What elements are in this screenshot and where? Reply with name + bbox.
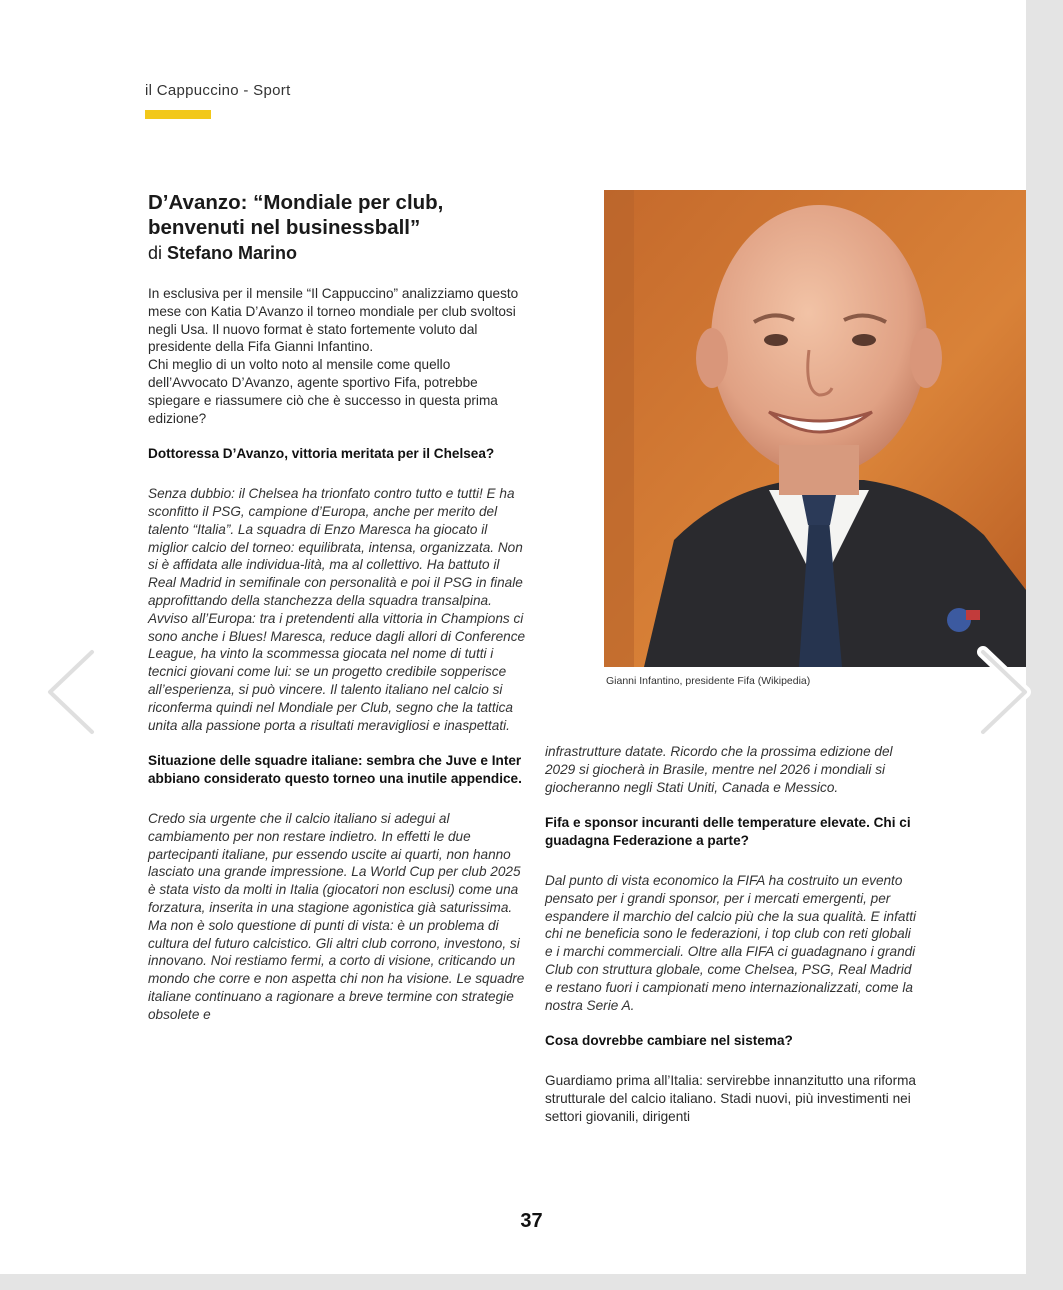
interview-answer: Guardiamo prima all’Italia: servirebbe innanzitutto una riforma strutturale del calcio italiano. Stadi nuovi, più investimenti nei settori giovanili, dirigenti [545,1073,916,1124]
interview-answer: Senza dubbio: il Chelsea ha trionfato contro tutto e tutti! E ha sconfitto il PSG, campione d’Europa, anche per merito del talento “Italia”. La squadra di Enzo Maresca ha giocato il miglior calcio del torneo: equilibrata, intensa, organizzata. Non si è affidata alle individua-lità, ma al collettivo. Ha battuto il Real Madrid in semifinale con personalità e poi il PSG in finale approfittando della stanchezza della squadra transalpina. Avviso all’Europa: tra i pretendenti alla vittoria in Champions ci sono anche i Blues! Maresca, reduce dagli allori di Conference League, ha vinto la scommessa giocata nel nome di tutti i tecnici giovani come lui: se un progetto credibile sopperisce all’esperienza, si può vincere. Il talento italiano nel calcio si riconferma quindi nel Mondiale per Club, segno che la tattica unita alla passione porta a risultati meravigliosi e inaspettati. [148,486,526,733]
page-edge [1026,0,1063,1290]
photo-caption: Gianni Infantino, presidente Fifa (Wikipedia) [606,675,811,687]
chevron-right-icon [975,646,1035,738]
intro-paragraph: In esclusiva per il mensile “Il Cappuccino” analizziamo questo mese con Katia D’Avanzo il torneo mondiale per club svoltosi negli Usa. Il nuovo format è stato fortemente voluto dal presidente della Fifa Gianni Infantino. [148,286,519,355]
article-byline [148,243,297,264]
section-accent-bar [145,110,211,119]
interview-answer: Credo sia urgente che il calcio italiano si adegui al cambiamento per non restare indietro. In effetti le due partecipanti italiane, pur essendo uscite ai quarti, non hanno lasciato una grande impressione. La World Cup per club 2025 è stata visto da molti in Italia (giocatori non esclusi) come una forzatura, inserita in una stagione agonistica già saturissima. Ma non è solo questione di punti di vista: è un problema di cultura del futuro calcistico. Gli altri club corrono, investono, si innovano. Noi restiamo fermi, a corto di visione, criticando un mondo che corre e non aspetta chi non ha visione. Le squadre italiane continuano a ragionare a breve termine con strategie obsolete e [148,810,525,1022]
article-title: D’Avanzo: “Mondiale per club, benvenuti nel businessball” [148,191,444,239]
author-name: Stefano Marino [167,243,298,263]
interview-question: Situazione delle squadre italiane: sembra che Juve e Inter abbiano considerato questo torneo una inutile appendice. [148,753,522,787]
portrait-illustration [604,190,1026,667]
interview-question: Fifa e sponsor incuranti delle temperature elevate. Chi ci guadagna Federazione a parte? [545,815,911,849]
chevron-left-icon [40,646,100,738]
article-column-left [148,285,528,1023]
byline-prefix: di [148,243,163,263]
page-number: 37 [520,1210,543,1232]
next-page-button[interactable] [975,646,1035,738]
intro-paragraph: Chi meglio di un volto noto al mensile come quello dell’Avvocato D’Avanzo, agente sportivo Fifa, potrebbe spiegare e riassumere ciò che è successo in questa prima edizione? [148,357,498,426]
interview-answer: Dal punto di vista economico la FIFA ha costruito un evento pensato per i grandi sponsor, per i mercati emergenti, per espandere il marchio del calcio più che la sua qualità. E infatti chi ne beneficia sono le federazioni, i top club con reti globali e i marchi commerciali. Oltre alla FIFA ci guadagnano i grandi Club con struttura globale, come Chelsea, PSG, Real Madrid e restano fuori i campionati meno internazionalizzati, come la nostra Serie A. [545,872,917,1013]
previous-page-button[interactable] [40,646,100,738]
viewer-bottom-strip [0,1274,1063,1290]
section-label: il Cappuccino - Sport [145,82,291,99]
interview-question: Cosa dovrebbe cambiare nel sistema? [545,1033,793,1049]
portrait-photo [604,190,1026,667]
article-column-right [545,743,920,1126]
interview-answer-continued: infrastrutture datate. Ricordo che la prossima edizione del 2029 si giocherà in Brasile, mentre nel 2026 i mondiali si giocheranno negli Stati Uniti, Canada e Messico. [545,744,893,795]
interview-question: Dottoressa D’Avanzo, vittoria meritata per il Chelsea? [148,446,495,462]
